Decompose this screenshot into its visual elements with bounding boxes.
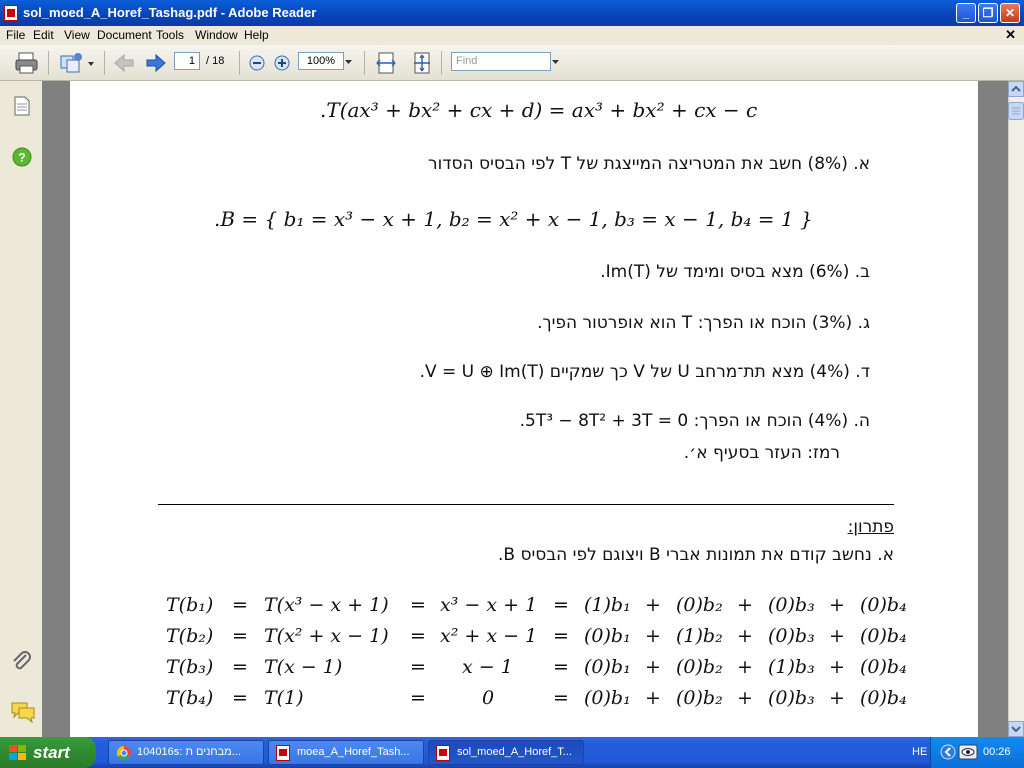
question-e: ה. (4%) הוכח או הפרך: 5T³ − 8T² + 3T = 0. (519, 411, 870, 431)
taskbar-item-label: moea_A_Horef_Tash... (297, 746, 410, 758)
collaborate-icon[interactable] (58, 51, 96, 75)
print-icon[interactable] (14, 51, 40, 75)
plus-sign: + (829, 625, 845, 647)
coef-b1: (0)b₁ (584, 625, 631, 647)
row-lhs: T(b₃) (166, 656, 214, 678)
equals-sign: = (553, 656, 569, 678)
plus-sign: + (737, 656, 753, 678)
plus-sign: + (829, 594, 845, 616)
coef-b2: (0)b₂ (676, 656, 723, 678)
find-dropdown-chevron-icon[interactable] (551, 57, 561, 67)
menu-window[interactable]: Window (195, 28, 238, 42)
pages-panel-icon[interactable] (12, 95, 32, 117)
start-button[interactable] (0, 737, 96, 768)
pdf-file-icon (436, 745, 450, 761)
menu-bar (0, 26, 1024, 45)
row-argument: T(1) (264, 687, 304, 709)
row-argument: T(x − 1) (264, 656, 343, 678)
toolbar-separator (104, 51, 105, 75)
section-divider (158, 504, 894, 505)
zoom-in-icon[interactable] (273, 54, 291, 72)
comments-icon[interactable] (10, 700, 36, 724)
equals-sign: = (410, 625, 426, 647)
plus-sign: + (645, 656, 661, 678)
coef-b1: (1)b₁ (584, 594, 631, 616)
window-title: sol_moed_A_Horef_Tashag.pdf - Adobe Reader (23, 5, 317, 20)
taskbar-item-pdf-1[interactable] (268, 740, 424, 765)
plus-sign: + (737, 594, 753, 616)
network-eye-icon[interactable] (958, 744, 978, 760)
taskbar-item-label: 104016s: מבחנים ת... (137, 746, 241, 758)
toolbar-separator (48, 51, 49, 75)
previous-page-icon[interactable] (112, 52, 136, 74)
zoom-level-field[interactable]: 100% (298, 52, 344, 70)
row-argument: T(x² + x − 1) (264, 625, 389, 647)
coef-b3: (0)b₃ (768, 594, 815, 616)
hint-text: רמז: העזר בסעיף א׳. (683, 443, 840, 463)
pdf-file-icon (276, 745, 290, 761)
coef-b2: (0)b₂ (676, 594, 723, 616)
attachments-paperclip-icon[interactable] (10, 650, 34, 674)
coef-b4: (0)b₄ (860, 656, 907, 678)
scroll-thumb[interactable] (1008, 102, 1024, 120)
taskbar-item-pdf-2-active[interactable] (428, 740, 584, 765)
plus-sign: + (737, 687, 753, 709)
question-a: א. (8%) חשב את המטריצה המייצגת של T לפי הבסיס הסדור (427, 154, 870, 174)
coef-b2: (0)b₂ (676, 687, 723, 709)
vertical-scrollbar[interactable] (1008, 81, 1024, 737)
equals-sign: = (232, 656, 248, 678)
toolbar-separator (364, 51, 365, 75)
coef-b3: (1)b₃ (768, 656, 815, 678)
coef-b3: (0)b₃ (768, 625, 815, 647)
row-value: 0 (482, 687, 495, 709)
svg-text:?: ? (18, 150, 26, 165)
start-label: start (33, 743, 70, 762)
equals-sign: = (553, 594, 569, 616)
plus-sign: + (737, 625, 753, 647)
toolbar-separator (441, 51, 442, 75)
zoom-dropdown-chevron-icon[interactable] (344, 56, 354, 68)
coef-b1: (0)b₁ (584, 656, 631, 678)
basis-definition: .B = { b₁ = x³ − x + 1, b₂ = x² + x − 1, b₃ = x − 1, b₄ = 1 } (214, 207, 813, 231)
scroll-down-icon[interactable] (1008, 721, 1024, 737)
solution-heading: פתרון: (847, 517, 894, 537)
row-argument: T(x³ − x + 1) (264, 594, 389, 616)
coef-b4: (0)b₄ (860, 687, 907, 709)
menu-help[interactable]: Help (244, 28, 269, 42)
coef-b3: (0)b₃ (768, 687, 815, 709)
row-lhs: T(b₁) (166, 594, 214, 616)
plus-sign: + (829, 656, 845, 678)
document-close-icon[interactable]: ✕ (1005, 27, 1016, 42)
row-value: x − 1 (462, 656, 513, 678)
coef-b2: (1)b₂ (676, 625, 723, 647)
plus-sign: + (645, 687, 661, 709)
menu-file[interactable]: File (6, 28, 26, 42)
equals-sign: = (232, 594, 248, 616)
equals-sign: = (410, 656, 426, 678)
toolbar-separator (239, 51, 240, 75)
menu-edit[interactable]: Edit (33, 28, 54, 42)
equals-sign: = (232, 625, 248, 647)
plus-sign: + (645, 625, 661, 647)
fit-page-icon[interactable] (410, 51, 434, 75)
equals-sign: = (410, 594, 426, 616)
page-number-input[interactable]: 1 (174, 52, 200, 70)
tray-expand-chevron-icon[interactable] (940, 744, 956, 760)
equals-sign: = (410, 687, 426, 709)
question-b: ב. (6%) מצא בסיס ומימד של Im(T). (600, 262, 870, 282)
title-bar (0, 0, 1024, 26)
solution-a-intro: א. נחשב קודם את תמונות אברי B ויצוגם לפי הבסיס B. (497, 545, 894, 565)
menu-tools[interactable]: Tools (156, 28, 185, 42)
coef-b4: (0)b₄ (860, 625, 907, 647)
chrome-icon (116, 745, 132, 761)
next-page-icon[interactable] (144, 52, 168, 74)
taskbar-item-chrome[interactable] (108, 740, 264, 765)
help-icon[interactable] (11, 146, 33, 168)
pdf-app-icon (4, 5, 18, 21)
fit-width-icon[interactable] (374, 51, 398, 75)
close-button[interactable]: ✕ (1000, 3, 1020, 23)
menu-view[interactable]: View (64, 28, 90, 42)
minimize-button[interactable]: _ (956, 3, 976, 23)
restore-button[interactable]: ❐ (978, 3, 998, 23)
transformation-definition: .T(ax³ + bx² + cx + d) = ax³ + bx² + cx − c (320, 98, 758, 122)
coef-b4: (0)b₄ (860, 594, 907, 616)
clock: 00:26 (983, 746, 1011, 758)
find-input[interactable]: Find (451, 52, 551, 71)
row-value: x³ − x + 1 (440, 594, 538, 616)
row-lhs: T(b₂) (166, 625, 214, 647)
windows-logo-icon (8, 744, 28, 762)
menu-document[interactable]: Document (97, 28, 152, 42)
plus-sign: + (645, 594, 661, 616)
question-c: ג. (3%) הוכח או הפרך: T הוא אופרטור הפיך. (537, 313, 870, 333)
language-indicator[interactable]: HE (912, 746, 928, 758)
row-value: x² + x − 1 (440, 625, 538, 647)
zoom-out-icon[interactable] (248, 54, 266, 72)
coef-b1: (0)b₁ (584, 687, 631, 709)
page-total: / 18 (206, 55, 225, 67)
row-lhs: T(b₄) (166, 687, 214, 709)
equals-sign: = (553, 687, 569, 709)
plus-sign: + (829, 687, 845, 709)
taskbar-item-label: sol_moed_A_Horef_T... (457, 746, 572, 758)
navigation-panel (0, 81, 43, 737)
scroll-up-icon[interactable] (1008, 81, 1024, 97)
question-d: ד. (4%) מצא תת־מרחב U של V כך שמקיים V = U ⊕ Im(T). (419, 362, 870, 382)
equals-sign: = (553, 625, 569, 647)
equals-sign: = (232, 687, 248, 709)
